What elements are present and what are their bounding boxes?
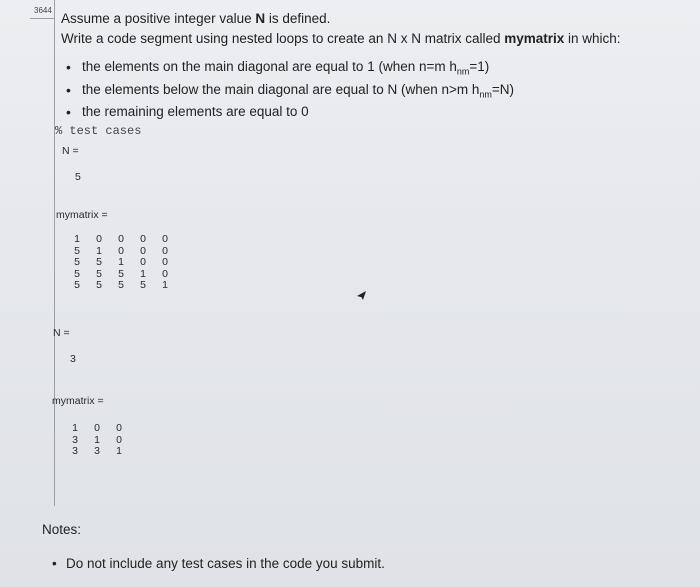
matrix-cell: 5 bbox=[74, 256, 80, 268]
requirement-subscript: nm bbox=[456, 66, 470, 77]
matrix-cell: 5 bbox=[96, 267, 102, 280]
matrix-row bbox=[58, 234, 168, 246]
matrix-row bbox=[58, 280, 168, 292]
question-id: 3644 bbox=[34, 6, 52, 15]
prompt-line-1-bold: N bbox=[255, 11, 266, 26]
matrix-cell: 1 bbox=[162, 279, 168, 291]
matrix-cell: 5 bbox=[74, 244, 80, 257]
matrix-cell: 0 bbox=[94, 422, 100, 434]
mouse-pointer-icon bbox=[356, 290, 368, 302]
matrix-cell: 5 bbox=[96, 279, 102, 291]
case1-matrix-label: mymatrix = bbox=[56, 209, 108, 221]
prompt-line-1-text: Assume a positive integer value bbox=[61, 11, 256, 26]
case2-matrix bbox=[56, 423, 122, 458]
notes-title: Notes: bbox=[42, 522, 82, 537]
matrix-cell: 1 bbox=[140, 267, 146, 280]
matrix-cell: 1 bbox=[96, 244, 102, 257]
matrix-row bbox=[58, 257, 168, 269]
case2-n-value: 3 bbox=[70, 353, 76, 365]
note-item: • Do not include any test cases in the code you submit. bbox=[52, 556, 385, 571]
case2-n-label: N = bbox=[53, 327, 70, 339]
matrix-cell: 1 bbox=[74, 233, 80, 245]
requirement-item bbox=[66, 81, 514, 104]
matrix-cell: 0 bbox=[140, 256, 146, 268]
requirement-text: the elements below the main diagonal are equal to N (when n>m h bbox=[82, 81, 480, 97]
matrix-row bbox=[56, 446, 122, 458]
matrix-cell: 0 bbox=[162, 244, 168, 257]
matrix-cell: 0 bbox=[140, 233, 146, 245]
matrix-cell: 5 bbox=[74, 279, 80, 291]
matrix-cell: 5 bbox=[140, 279, 146, 291]
matrix-cell: 5 bbox=[118, 267, 124, 280]
matrix-cell: 1 bbox=[118, 256, 124, 268]
requirement-tail: =1) bbox=[469, 59, 490, 74]
matrix-cell: 0 bbox=[118, 233, 124, 245]
matrix-cell: 0 bbox=[162, 267, 168, 280]
matrix-cell: 0 bbox=[162, 256, 168, 268]
case2-matrix-label: mymatrix = bbox=[52, 395, 104, 407]
matrix-cell: 0 bbox=[116, 422, 122, 434]
prompt-line-1 bbox=[61, 11, 330, 26]
matrix-cell: 0 bbox=[140, 244, 146, 257]
matrix-cell: 3 bbox=[72, 445, 78, 457]
case1-n-value: 5 bbox=[75, 171, 81, 183]
requirement-text: the elements on the main diagonal are equal to 1 (when n=m h bbox=[82, 59, 457, 74]
matrix-cell: 1 bbox=[116, 445, 122, 457]
matrix-cell: 3 bbox=[72, 433, 78, 446]
requirement-item bbox=[66, 103, 514, 121]
prompt-line-1-tail: is defined. bbox=[265, 11, 331, 26]
matrix-cell: 1 bbox=[72, 422, 78, 434]
requirement-text: the remaining elements are equal to 0 bbox=[82, 104, 309, 120]
question-id-underline bbox=[30, 18, 54, 19]
requirement-item bbox=[66, 58, 514, 81]
requirement-tail: =N) bbox=[491, 81, 515, 97]
prompt-line-2-tail: in which: bbox=[564, 31, 621, 46]
prompt-line-2-bold: mymatrix bbox=[504, 31, 565, 46]
matrix-cell: 5 bbox=[118, 279, 124, 291]
left-margin-line bbox=[54, 0, 55, 506]
matrix-cell: 5 bbox=[96, 256, 102, 268]
case1-n-label: N = bbox=[62, 145, 79, 157]
matrix-row bbox=[56, 423, 122, 435]
requirements-list bbox=[66, 58, 514, 121]
matrix-cell: 5 bbox=[74, 267, 80, 280]
matrix-cell: 0 bbox=[118, 244, 124, 257]
matrix-cell: 0 bbox=[96, 233, 102, 245]
case1-matrix bbox=[58, 234, 168, 292]
prompt-line-2-text: Write a code segment using nested loops to create an N x N matrix called bbox=[61, 31, 505, 46]
matrix-cell: 0 bbox=[116, 433, 122, 446]
requirement-subscript: nm bbox=[479, 89, 492, 100]
matrix-cell: 3 bbox=[94, 445, 100, 457]
matrix-row bbox=[56, 435, 122, 447]
test-cases-comment: % test cases bbox=[55, 124, 142, 138]
matrix-cell: 1 bbox=[94, 433, 100, 446]
prompt-line-2 bbox=[61, 31, 621, 46]
matrix-cell: 0 bbox=[162, 233, 168, 245]
